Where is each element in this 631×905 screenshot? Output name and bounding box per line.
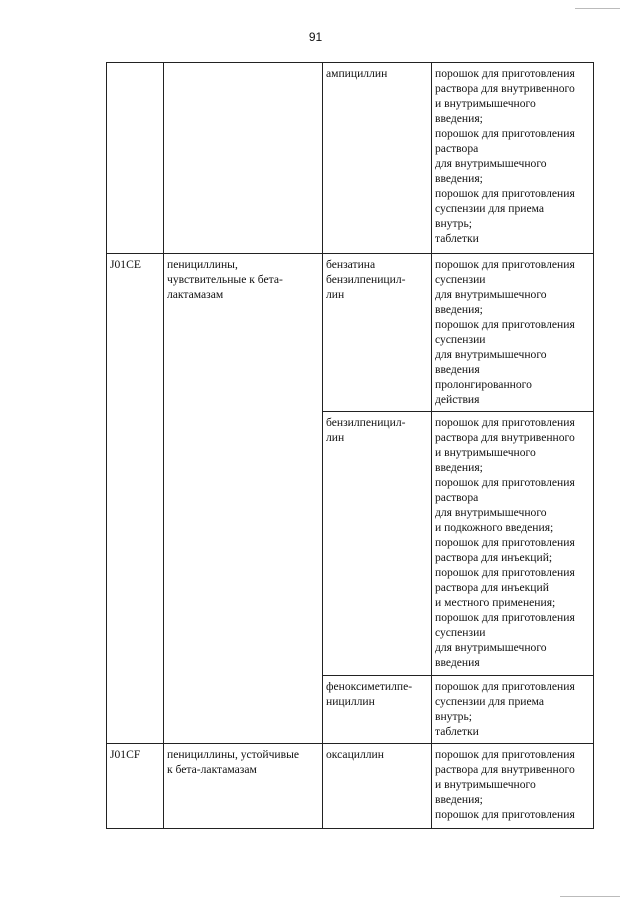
table-row: [107, 63, 594, 254]
atc-code-cell: J01CE: [107, 254, 164, 744]
dosage-forms-cell: порошок для приготовления раствора для внутривенного и внутримышечного введения; порошок для приготовления раствора для внутримышечного введения; порошок для приготовления суспензии для приема внутрь; таблетки: [432, 63, 594, 254]
drug-name-cell: бензилпеницил- лин: [323, 412, 432, 676]
atc-code-cell: J01CF: [107, 744, 164, 829]
dosage-forms-cell: порошок для приготовления раствора для внутривенного и внутримышечного введения; порошок для приготовления: [432, 744, 594, 829]
dosage-forms-cell: порошок для приготовления суспензии для внутримышечного введения; порошок для приготовления суспензии для внутримышечного введения пролонгированного действия: [432, 254, 594, 412]
dosage-forms-cell: порошок для приготовления суспензии для приема внутрь; таблетки: [432, 676, 594, 744]
medicines-table: [106, 62, 594, 829]
scan-mark-bottom: [560, 896, 620, 897]
table-row: [107, 254, 594, 412]
table-row: [107, 744, 594, 829]
atc-code-cell: [107, 63, 164, 254]
scan-mark-top: [575, 8, 620, 9]
drug-name-cell: феноксиметилпе- нициллин: [323, 676, 432, 744]
drug-name-cell: оксациллин: [323, 744, 432, 829]
drug-name-cell: ампициллин: [323, 63, 432, 254]
group-cell: пенициллины, устойчивые к бета-лактамазам: [164, 744, 323, 829]
page-number: 91: [308, 30, 323, 44]
dosage-forms-cell: порошок для приготовления раствора для внутривенного и внутримышечного введения; порошок для приготовления раствора для внутримышечного и подкожного введения; порошок для приготовления раствора для инъекций; порошок для приготовления раствора для инъекций и местного применения; порошок для приготовления суспензии для внутримышечного введения: [432, 412, 594, 676]
group-cell: [164, 63, 323, 254]
drug-name-cell: бензатина бензилпеницил- лин: [323, 254, 432, 412]
group-cell: пенициллины, чувствительные к бета- лактамазам: [164, 254, 323, 744]
